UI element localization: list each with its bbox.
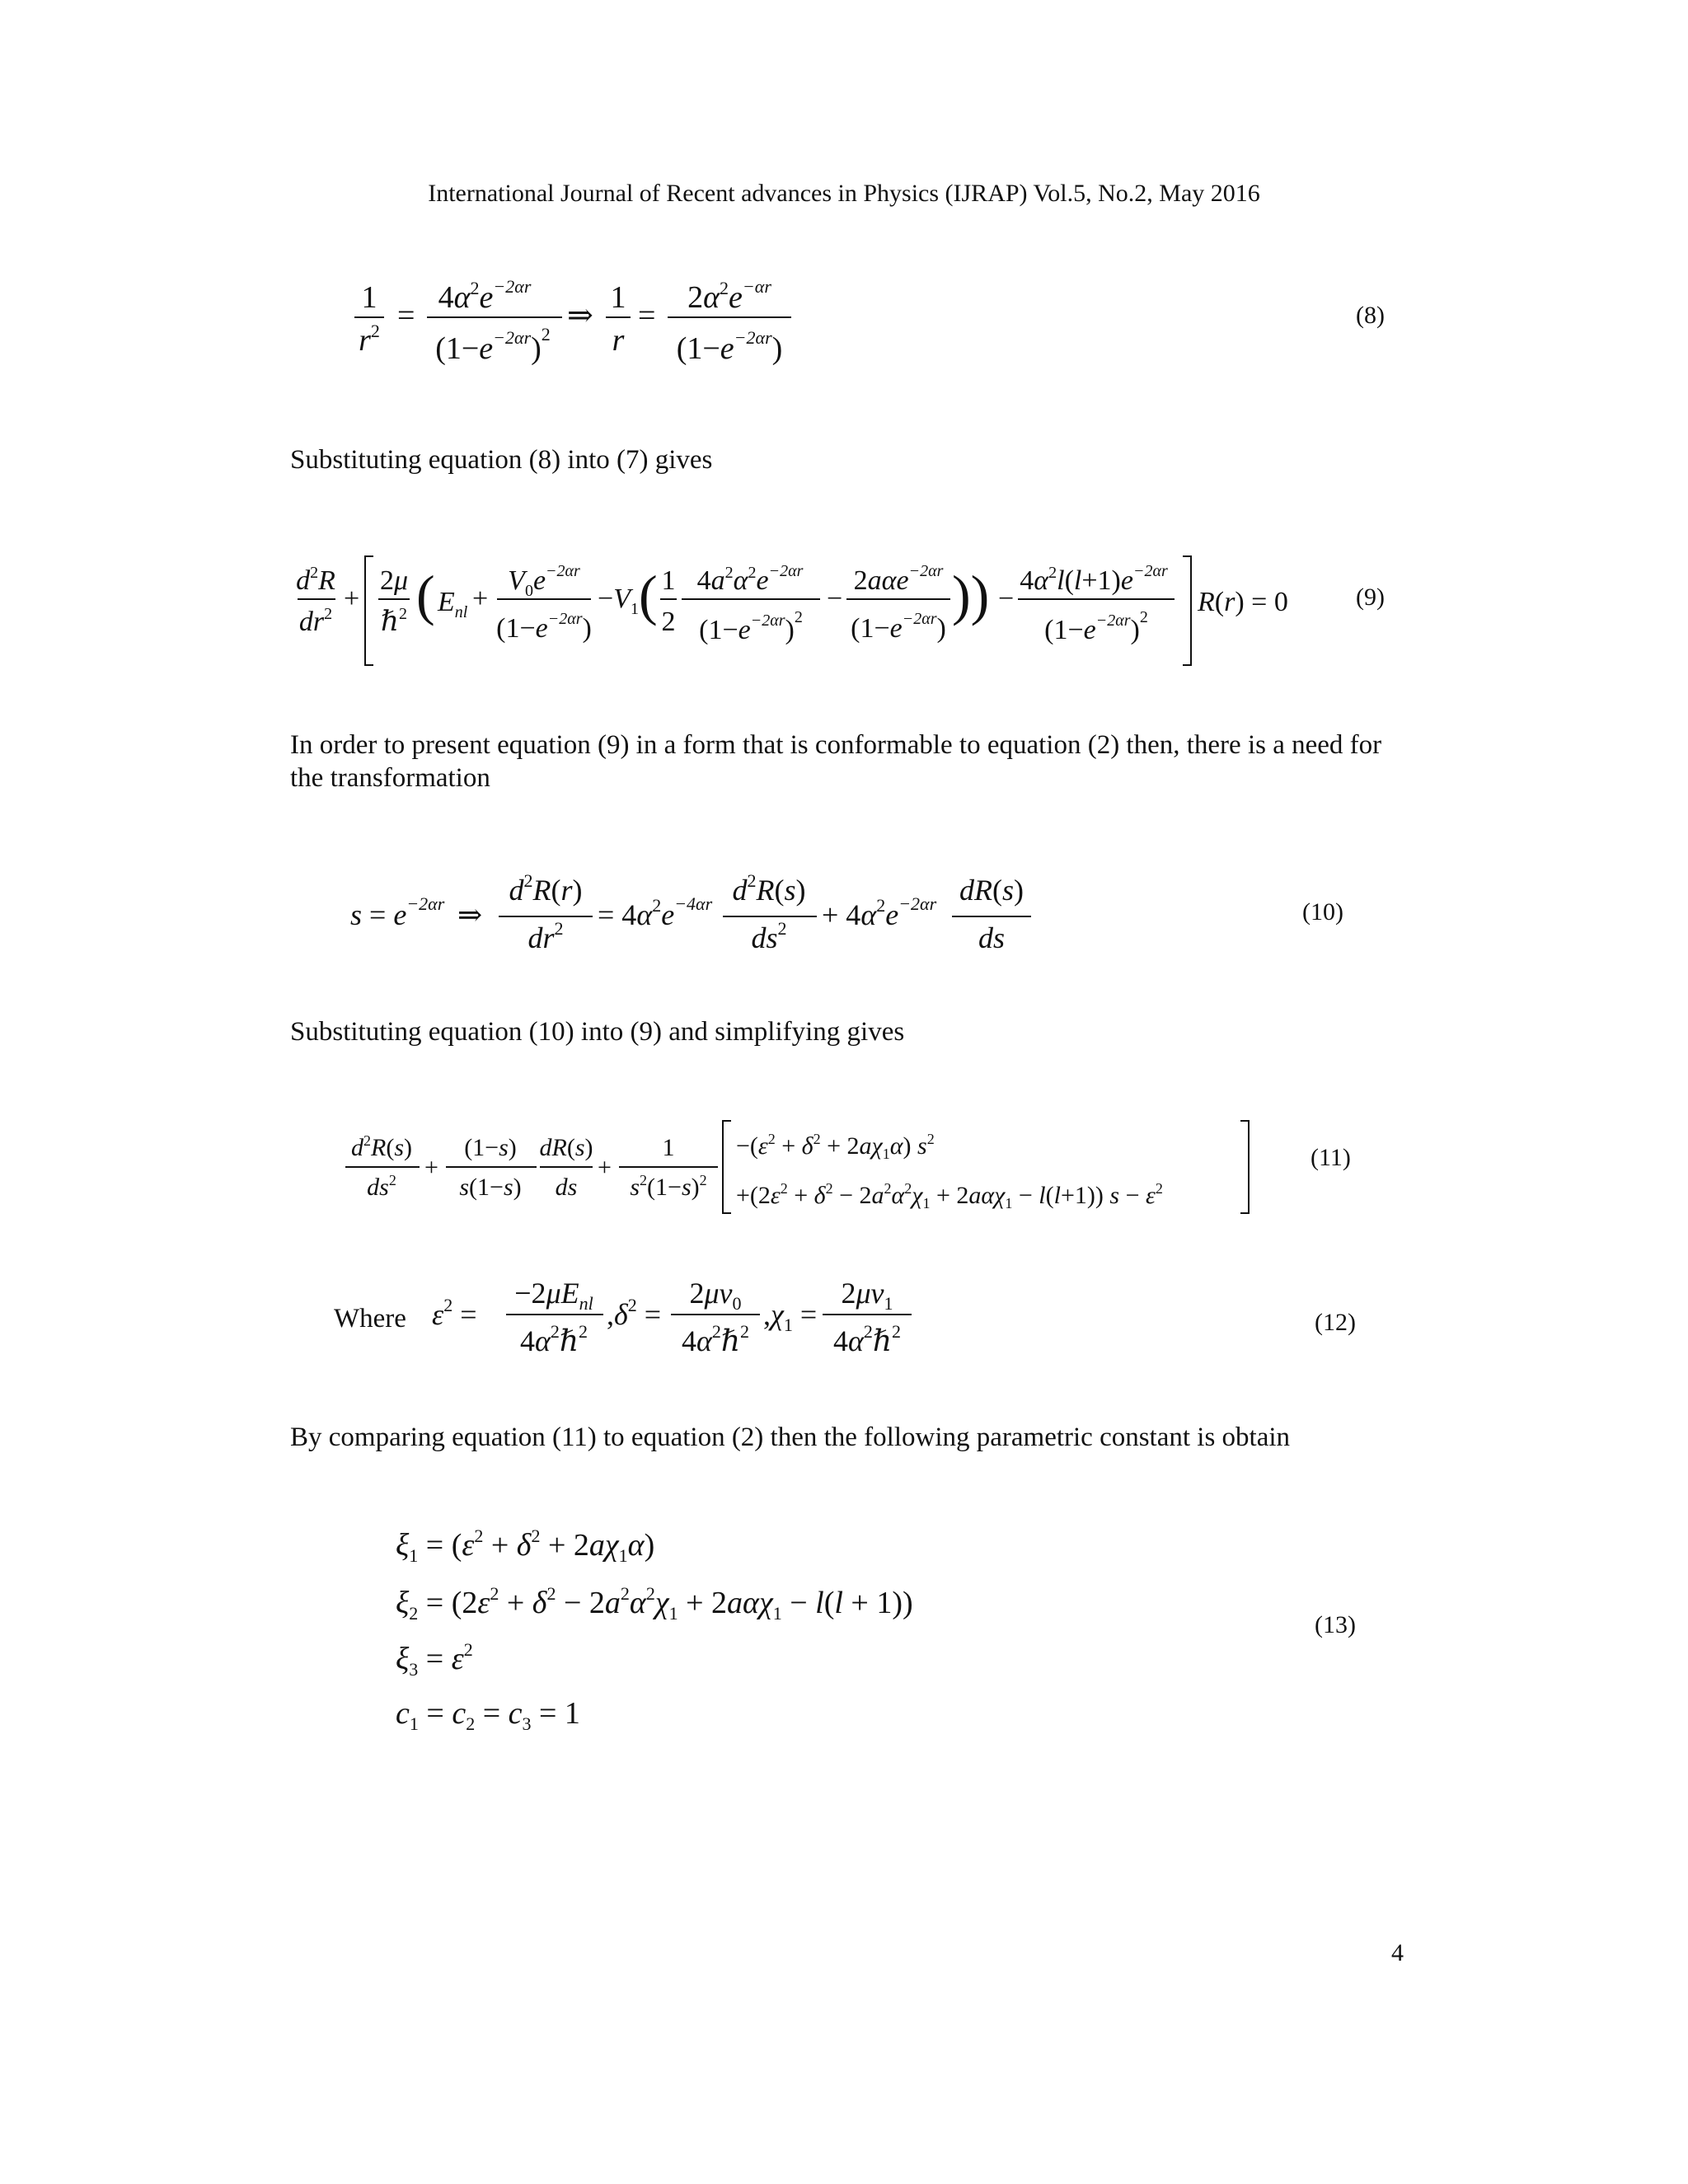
svg-text:d2R(s): $d^2R(s)$ (350, 1132, 413, 1161)
svg-text:+: + (472, 583, 489, 614)
svg-text:4α2ℏ2: $4\alpha^2\hbar^2$ (519, 1321, 588, 1357)
svg-text:(: ( (639, 564, 658, 626)
svg-text:ds: ds (555, 1174, 578, 1201)
svg-text:2μ: 2μ (379, 565, 409, 596)
running-header: International Journal of Recent advances in Physics (IJRAP) Vol.5, No.2, May 2016 (428, 180, 1260, 207)
svg-text:R(r) = 0: R(r) = 0 (1198, 587, 1288, 617)
page-number: 4 (1391, 1939, 1404, 1966)
svg-text:s = e−2αr: $s = e^{-2\alpha r}$ (350, 893, 445, 931)
equation-number-8: (8) (1356, 302, 1385, 329)
svg-text:,δ2 =: $,\delta^2$ = (607, 1295, 662, 1331)
svg-text:dR(s): dR(s) (539, 1134, 593, 1161)
svg-text:V0e−2αr: $V_0e^{-2\alpha r}$ (508, 562, 580, 600)
svg-text:1: 1 (610, 280, 626, 315)
equation-9 (293, 548, 1306, 672)
svg-text:ds: ds (978, 921, 1006, 954)
equation-12-where: Where (334, 1304, 406, 1333)
svg-text:+: + (344, 583, 360, 614)
svg-text:)): )) (952, 564, 990, 626)
svg-text:r: r (612, 323, 625, 358)
svg-text:s(1−s): s(1−s) (459, 1174, 522, 1201)
svg-text:−: − (827, 583, 843, 614)
svg-text:dR(s): dR(s) (959, 874, 1025, 907)
equation-number-10: (10) (1302, 898, 1343, 926)
svg-text:+(2ε2 + δ2 − 2a2α2χ1 + 2aαχ1 −: $+(2\varepsilon^2 + \delta^2 - 2a^2\alpha^2\chi_1 + 2a\alpha\chi_1 - l(l+1)) s - \varepsilon^2$ (736, 1180, 1163, 1212)
equation-number-11: (11) (1311, 1144, 1351, 1171)
svg-text:d2R: $d^2R$ (296, 564, 335, 596)
svg-text:−2μEnl: $-2\mu E_{nl}$ (514, 1277, 593, 1314)
svg-text:⇒: ⇒ (567, 298, 593, 333)
svg-text:(1−e−2αr): $(1-e^{-2\alpha r})$ (496, 610, 592, 644)
svg-text:1: 1 (661, 565, 676, 596)
svg-text:ℏ2: ℏ$^2$ (381, 605, 407, 637)
svg-text:= 4α2e−4αr: = $4\alpha^2e^{-4\alpha r}$ (598, 893, 713, 931)
svg-text:+ 4α2e−2αr: + $4\alpha^2e^{-2\alpha r}$ (822, 893, 937, 931)
svg-text:4a2α2e−2αr: $4a^2\alpha^2e^{-2\alpha r}$ (696, 562, 804, 596)
svg-text:ds2: $ds^2$ (367, 1172, 396, 1201)
svg-text:2: 2 (661, 607, 676, 637)
svg-text:1: 1 (662, 1134, 675, 1161)
svg-text:dr2: $dr^2$ (528, 918, 564, 954)
svg-text:dr2: $dr^2$ (298, 605, 333, 637)
svg-text:ξ2 = (2ε2 + δ2 − 2a2α2χ1 + 2aα: $\xi_2 = (2\varepsilon^2 + \delta^2 - 2a^2\alpha^2\chi_1 + 2a\alpha\chi_1 - l(l + 1))$ (396, 1583, 913, 1624)
svg-text:4α2ℏ2: $4\alpha^2\hbar^2$ (681, 1321, 750, 1357)
paragraph-3: Substituting equation (10) into (9) and simplifying gives (290, 1017, 905, 1047)
paragraph-1: Substituting equation (8) into (7) gives (290, 445, 713, 475)
svg-text:ds2: $ds^2$ (751, 918, 787, 954)
equation-10 (350, 865, 1043, 964)
equation-number-13: (13) (1315, 1611, 1356, 1638)
svg-text:2aαe−2αr: 2aαe$^{-2\alpha r}$ (853, 562, 944, 596)
equation-8 (346, 268, 808, 375)
equation-number-9: (9) (1356, 583, 1385, 611)
svg-text:2μv1: $2\mu v_1$ (841, 1277, 893, 1314)
svg-text:4α2e−2αr: $4\alpha^2e^{-2\alpha r}$ (438, 276, 532, 315)
svg-text:−: − (998, 583, 1015, 614)
svg-text:(1−e−2αr)2: $(1-e^{-2\alpha r})^2$ (435, 324, 551, 366)
svg-text:ε2 =: $\varepsilon^2$ = (432, 1295, 477, 1331)
svg-text:ξ3 = ε2: $\xi_3 = \varepsilon^2$ (396, 1639, 473, 1680)
svg-text:1: 1 (361, 280, 377, 315)
svg-text:4α2ℏ2: $4\alpha^2\hbar^2$ (832, 1321, 902, 1357)
svg-text:ξ1 = (ε2 + δ2 + 2aχ1α): $\xi_1 = (\varepsilon^2 + \delta^2 + 2a\chi_1\alpha)$ (396, 1526, 655, 1566)
svg-text:2μv0: $2\mu v_0$ (689, 1277, 742, 1314)
svg-text:s2(1−s)2: $s^2(1-s)^2$ (630, 1172, 707, 1201)
svg-text:⇒: ⇒ (457, 898, 483, 931)
svg-text:r2: $r^2$ (359, 321, 380, 358)
svg-text:(1−e−2αr)2: $(1-e^{-2\alpha r})^2$ (1044, 608, 1148, 645)
equation-12 (430, 1265, 925, 1364)
paragraph-4: By comparing equation (11) to equation (2) then the following parametric constant is obtain (290, 1422, 1291, 1452)
svg-text:(1−e−2αr): $(1-e^{-2\alpha r})$ (851, 610, 946, 644)
svg-text:4α2l(l+1)e−2αr: $4\alpha^2l(l+1)e^{-2\alpha r}$ (1020, 562, 1168, 596)
svg-text:+: + (424, 1154, 438, 1181)
svg-text:−(ε2 + δ2 + 2aχ1α) s2: $-(\varepsilon^2 + \delta^2 + 2a\chi_1\alpha)$ $s^2$ (736, 1131, 935, 1162)
svg-text:=: = (638, 298, 656, 333)
svg-text:(1−e−2αr): $(1-e^{-2\alpha r})$ (676, 327, 783, 366)
equation-number-12: (12) (1315, 1309, 1356, 1336)
svg-text:c1 = c2 = c3 = 1: $c_1 = c_2 = c_3 = 1$ (396, 1696, 580, 1734)
equation-11 (342, 1111, 1257, 1226)
svg-text:+: + (598, 1154, 612, 1181)
svg-text:2α2e−αr: $2\alpha^2e^{-\alpha r}$ (687, 276, 771, 315)
svg-text:(: ( (416, 564, 435, 626)
svg-text:d2R(s): $d^2R(s)$ (732, 870, 806, 907)
svg-text:(1−s): (1−s) (464, 1134, 517, 1161)
svg-text:,χ1 =: $,\chi_1$ = (763, 1298, 818, 1335)
svg-text:(1−e−2αr)2: $(1-e^{-2\alpha r})^2$ (699, 608, 803, 645)
svg-text:d2R(r): $d^2R(r)$ (509, 870, 583, 907)
svg-text:−V1: $-V_1$ (598, 583, 639, 618)
svg-text:=: = (397, 298, 415, 333)
paragraph-2: In order to present equation (9) in a form that is conformable to equation (2) then, there is a need for the transformation (290, 730, 1382, 793)
svg-text:Enl: $E_{nl}$ (438, 587, 468, 621)
equation-13 (394, 1512, 987, 1743)
